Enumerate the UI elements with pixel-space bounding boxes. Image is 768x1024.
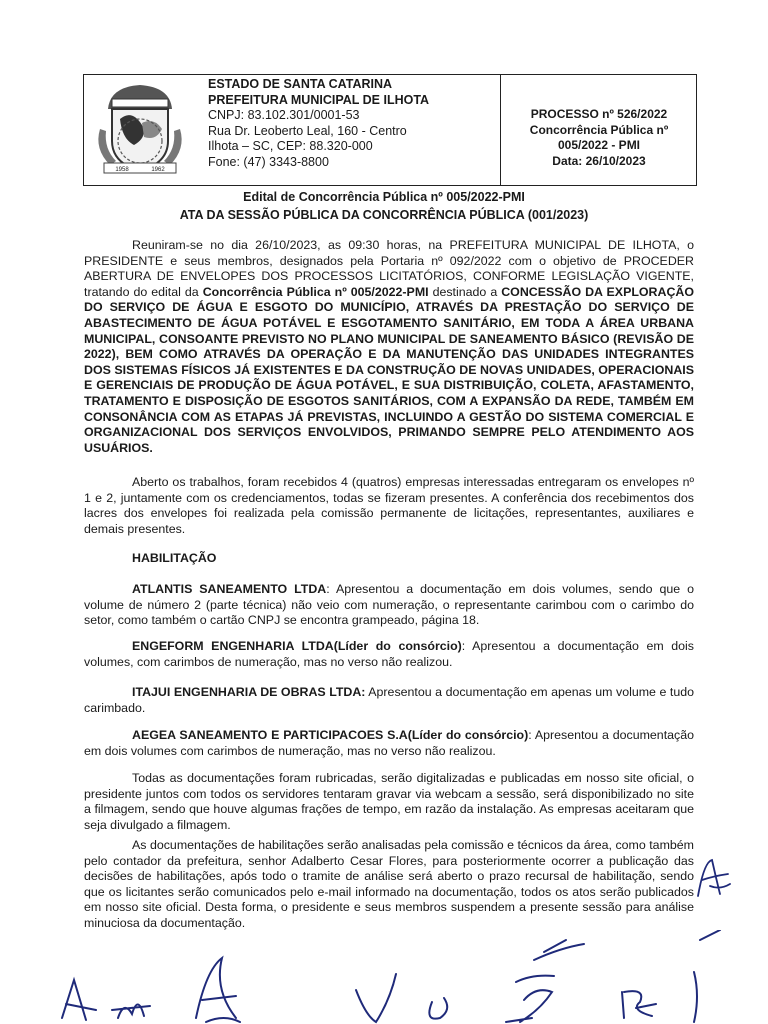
document-header <box>83 74 697 186</box>
company-entry <box>84 639 694 670</box>
ata-title: ATA DA SESSÃO PÚBLICA DA CONCORRÊNCIA PÚBLICA (001/2023) <box>179 208 589 222</box>
cnpj: CNPJ: 83.102.301/0001-53 <box>208 108 360 122</box>
process-block <box>504 107 694 169</box>
state-name: ESTADO DE SANTA CATARINA <box>208 77 393 91</box>
edital-title: Edital de Concorrência Pública nº 005/2022-PMI <box>243 190 525 204</box>
crest-year-left: 1958 <box>115 167 129 173</box>
signatures <box>0 930 768 1024</box>
company-name: ENGEFORM ENGENHARIA LTDA(Líder do consórcio) <box>132 639 462 653</box>
documents-paragraph: Todas as documentações foram rubricadas, serão digitalizadas e publicadas em nosso site oficial, o presidente juntos com todos os servidores tentaram gravar via webcam a sessão, será disponibilizado no site a filmagem, sendo que houve algumas frações de tempo, em razão da instalação. As empresas aceitaram que seja divulgado a filmagem. <box>84 771 694 832</box>
company-name: ATLANTIS SANEAMENTO LTDA <box>132 582 327 596</box>
company-text: : Apresentou a documentação em dois volumes, sendo que o volume de número 2 (parte técnica) não veio com numeração, o representante carimbou com o carimbo do setor, como também o cartão CNPJ se encontra grampeado, página 18. <box>84 582 694 628</box>
intro-object: CONCESSÃO DA EXPLORAÇÃO DO SERVIÇO DE ÁGUA E ESGOTO DO MUNICÍPIO, ATRAVÉS DA PRESTAÇÃO DO SERVIÇO DE ABASTECIMENTO DE ÁGUA POTÁVEL E ESGOTAMENTO SANITÁRIO, EM TODA A ÁREA URBANA MUNICIPAL, CONSOANTE PREVISTO NO PLANO MUNICIPAL DE SANEAMENTO BÁSICO (REVISÃO DE 2022), BEM COMO ATRAVÉS DA OPERAÇÃO E DA MANUTENÇÃO DAS UNIDADES INTEGRANTES DOS SISTEMAS FÍSICOS JÁ EXISTENTES E DA CONSTRUÇÃO DE NOVAS UNIDADES, OPERACIONAIS E GERENCIAIS DE PRODUÇÃO DE ÁGUA POTÁVEL, E SUA DISTRIBUIÇÃO, COLETA, AFASTAMENTO, TRATAMENTO E DISPOSIÇÃO DE ESGOTOS SANITÁRIOS, COM A EXPANSÃO DA REDE, TAMBÉM EM CONSONÂNCIA COM AS ETAPAS JÁ PREVISTAS, INCLUINDO A GESTÃO DO SISTEMA COMERCIAL E ORGANIZACIONAL DOS SERVIÇOS ENVOLVIDOS, PRIMANDO SEMPRE PELO ATENDIMENTO AOS USUÁRIOS. <box>84 284 694 455</box>
intro-edital-ref: Concorrência Pública nº 005/2022-PMI <box>202 284 429 299</box>
header-divider <box>500 75 501 185</box>
process-date: Data: 26/10/2023 <box>552 153 646 168</box>
company-text: : Apresentou a documentação em dois volumes com carimbos de numeração, mas no verso não realizou. <box>84 728 694 758</box>
company-text: Apresentou a documentação em apenas um volume e tudo carimbado. <box>84 685 694 715</box>
organization-block <box>208 77 429 170</box>
city-cep: Ilhota – SC, CEP: 88.320-000 <box>208 139 373 153</box>
section-title-habilitacao: HABILITAÇÃO <box>132 551 217 565</box>
analysis-paragraph: As documentações de habilitações serão analisadas pela comissão e técnicos da área, como também pelo contador da prefeitura, senhor Adalberto Cesar Flores, para posteriormente ocorrer a publicação das decisões de habilitações, após todo o tramite de análise será aberto o prazo recursal de habilitação, sendo que os licitantes serão comunicados pelo e-mail informado na documentação, todos os atos serão publicados em nosso site oficial. Desta forma, o presidente e seus membros suspendem a presente sessão para análise minuciosa da documentação. <box>84 838 694 930</box>
company-name: ITAJUI ENGENHARIA DE OBRAS LTDA: <box>132 685 366 699</box>
competition-label: Concorrência Pública nº <box>529 122 669 137</box>
company-text: : Apresentou a documentação em dois volumes, com carimbos de numeração, mas no verso não realizou. <box>84 639 694 669</box>
intro-paragraph <box>84 238 694 456</box>
intro-text: Reuniram-se no dia 26/10/2023, as 09:30 horas, na PREFEITURA MUNICIPAL DE ILHOTA, o PRESIDENTE e seus membros, designados pela Portaria nº 092/2022 com o objetivo de PROCEDER ABERTURA DE ENVELOPES DOS PROCESSOS LICITATÓRIOS, CONFORME LEGISLAÇÃO VIGENTE, tratando do edital da <box>84 238 694 299</box>
phone: Fone: (47) 3343-8800 <box>208 154 329 169</box>
company-entry <box>84 582 694 629</box>
signature-marks <box>62 930 720 1022</box>
prefecture-name: PREFEITURA MUNICIPAL DE ILHOTA <box>208 92 430 107</box>
company-entry <box>84 685 694 716</box>
competition-number: 005/2022 - PMI <box>557 138 641 152</box>
crest-year-right: 1962 <box>151 167 165 173</box>
margin-initial-mark <box>690 856 734 900</box>
company-entry <box>84 728 694 759</box>
company-name: AEGEA SANEAMENTO E PARTICIPACOES S.A(Líder do consórcio) <box>132 728 529 742</box>
municipal-crest-logo <box>90 79 190 179</box>
intro-mid: destinado a <box>428 284 502 299</box>
address: Rua Dr. Leoberto Leal, 160 - Centro <box>208 123 407 138</box>
opening-paragraph: Aberto os trabalhos, foram recebidos 4 (quatros) empresas interessadas entregaram os envelopes nº 1 e 2, juntamente com os credenciamentos, todas se fizeram presentes. A conferência dos recebimentos dos lacres dos envelopes foi realizada pela comissão permanente de licitações, representantes, auxiliares e demais presentes. <box>84 475 694 536</box>
process-number: PROCESSO nº 526/2022 <box>530 107 668 121</box>
